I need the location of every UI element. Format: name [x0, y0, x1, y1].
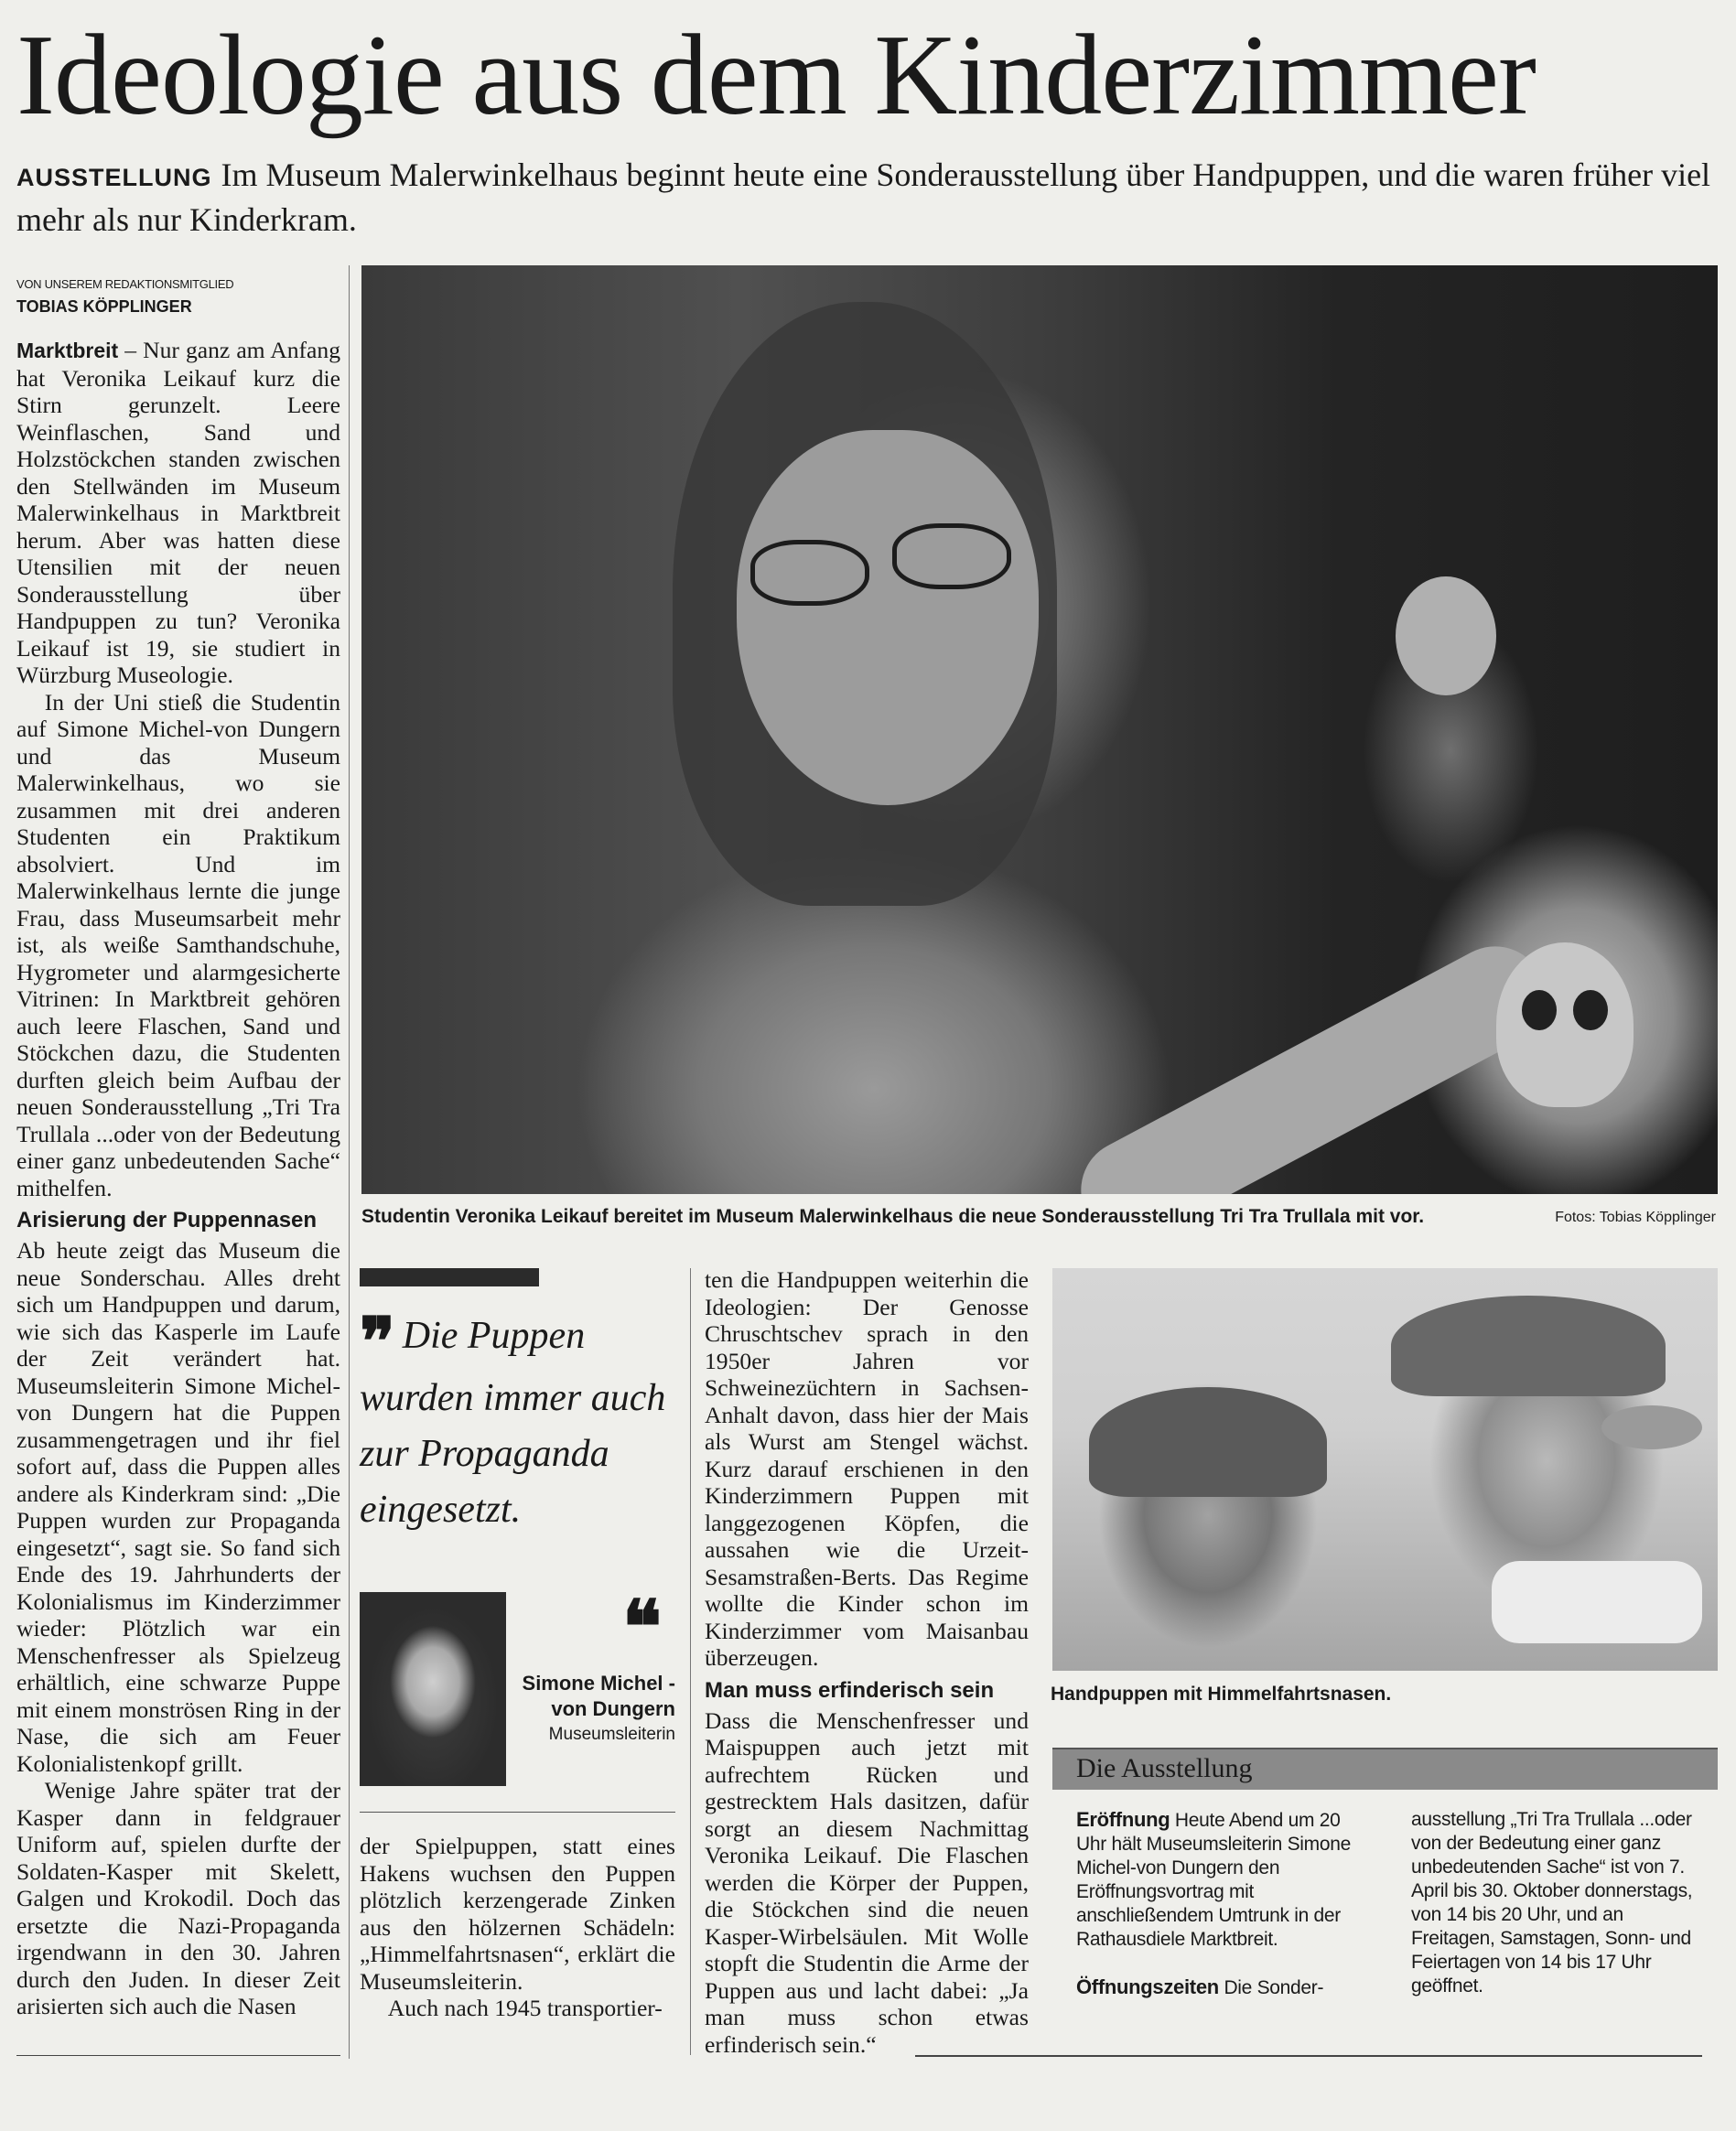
portrait-photo: [360, 1592, 506, 1786]
puppets-photo-caption: Handpuppen mit Himmelfahrtsnasen.: [1051, 1684, 1392, 1705]
glasses-lens: [750, 540, 869, 606]
bottom-rule: [16, 2055, 340, 2056]
paragraph: Wenige Jahre später trat der Kasper dann in feldgrauer Uniform auf, spielen durfte der Soldaten-Kasper mit Skelett, Galgen und Krokodil. Doch das ersetzte die Nazi-Propaganda irgendwann in den 30. Jahren durch den Juden. In dieser Zeit arisierten sich auch die Nasen: [16, 1777, 340, 2019]
main-photo-caption: Studentin Veronika Leikauf bereitet im Museum Malerwinkelhaus die neue Sonderausstellung Tri Tra Trullala mit vor.: [361, 1206, 1425, 1227]
subtitle: Arisierung der Puppennasen: [16, 1208, 318, 1232]
puppet-hat: [1391, 1296, 1666, 1396]
puppet-head: [1396, 576, 1496, 695]
bottom-rule: [915, 2055, 1702, 2057]
byline-label: VON UNSEREM REDAKTIONSMITGLIED: [16, 277, 234, 291]
infobox-column-1: [1076, 1808, 1369, 2000]
paragraph: Auch nach 1945 transportier-: [387, 1995, 663, 2021]
main-photo: [361, 265, 1718, 1194]
puppet-collar: [1492, 1561, 1702, 1643]
quote-author-role: Museumsleiterin: [548, 1725, 675, 1744]
info-opening: Eröffnung Heute Abend um 20 Uhr hält Museumsleiterin Simone Michel-von Dungern den Eröffnungsvortrag mit anschließendem Umtrunk in der Rathausdiele Marktbreit.: [1076, 1808, 1351, 1950]
column-divider: [349, 265, 350, 2059]
paragraph: Marktbreit – Nur ganz am Anfang hat Veronika Leikauf kurz die Stirn gerunzelt. Leere Weinflaschen, Sand und Holzstöckchen standen zwischen den Stellwänden im Museum Malerwinkelhaus in Marktbreit herum. Aber was hatten diese Utensilien mit der neuen Sonderausstellung über Handpuppen zu tun? Veronika Leikauf ist 19, sie studiert in Würzburg Museologie.: [16, 337, 340, 688]
puppets-photo: [1052, 1268, 1718, 1671]
skull-eye: [1522, 990, 1557, 1030]
paragraph: In der Uni stieß die Studentin auf Simone Michel-von Dungern und das Museum Malerwinkelhaus, wo sie zusammen mit drei anderen Studenten ein Praktikum absolviert. Und im Malerwinkelhaus lernte die junge Frau, dass Museumsarbeit mehr ist, als weiße Samthandschuhe, Hygrometer und alarmgesicherte Vitrinen: In Marktbreit gehören auch leere Flaschen, Sand und Stöckchen dazu, die Studenten durften gleich beim Aufbau der neuen Sonderausstellung „Tri Tra Trullala ...oder von der Bedeutung einer ganz unbedeutenden Sache“ mithelfen.: [16, 688, 340, 1201]
headline: Ideologie aus dem Kinderzimmer: [16, 12, 1536, 139]
infobox-column-2: ausstellung „Tri Tra Trullala ...oder von der Bedeutung einer ganz unbedeutenden Sache“ ist von 7. April bis 30. Oktober donnerstags, von 14 bis 20 Uhr, und an Freitagen, Samstagen, Sonn- und Feiertagen von 14 bis 17 Uhr geöffnet.: [1411, 1809, 1693, 1996]
quote-author-name: Simone Michel -von Dungern: [522, 1672, 675, 1720]
paragraph: ten die Handpuppen weiterhin die Ideologien: Der Genosse Chruschtschev sprach in den 1950er Jahren vor Schweinezüchtern in Sachsen-Anhalt davon, dass hier der Mais als Wurst am Stengel wächst. Kurz darauf erschienen in den Kinderzimmern Puppen mit langgezogenen Köpfen, die aussahen wie die Urzeit-Sesamstraßen-Berts. Das Regime wollte die Kinder schon im Kinderzimmer vom Maisanbau überzeugen.: [705, 1266, 1029, 1671]
photo-subject-arm: [1063, 929, 1563, 1194]
close-quote-mark: ❝: [622, 1588, 663, 1669]
article-column-1: [16, 337, 340, 2020]
column-divider: [690, 1268, 691, 2055]
subhead-kicker: AUSSTELLUNG: [16, 164, 212, 191]
paragraph: Dass die Menschenfresser und Maispuppen auch jetzt mit aufrechtem Rücken und gestrecktem Hals dasitzen, dafür sorgt an diesem Nachmittag Veronika Leikauf. Die Flaschen werden die Körper der Puppen, die Stöckchen sind die neuen Kasper-Wirbelsäulen. Mit Wolle stopft die Studentin die Arme der Puppen aus und lacht dabei: „Ja man muss schon etwas erfinderisch sein.“: [705, 1706, 1029, 2058]
skull-eye: [1573, 990, 1608, 1030]
infobox-title: Die Ausstellung: [1076, 1753, 1253, 1783]
skull-puppet: [1496, 942, 1634, 1107]
paragraph: der Spielpuppen, statt eines Hakens wuchsen den Puppen plötzlich kerzengerade Zinken aus den hölzernen Schädeln: „Himmelfahrtsnasen“, erklärt die Museumsleiterin.: [360, 1833, 675, 1995]
photo-credit: Fotos: Tobias Köpplinger: [1555, 1210, 1716, 1225]
divider: [360, 1812, 675, 1813]
photo-subject-face: [737, 430, 1039, 805]
info-hours: Öffnungszeiten Die Sonder-: [1076, 1975, 1324, 1998]
quote-bar: [360, 1268, 539, 1286]
open-quote-mark: ❞: [360, 1306, 395, 1379]
pull-quote: [360, 1308, 671, 1538]
byline-author: TOBIAS KÖPPLINGER: [16, 297, 192, 316]
article-column-3: [705, 1266, 1029, 2058]
dateline: Marktbreit: [16, 339, 119, 362]
subhead-text: Im Museum Malerwinkelhaus beginnt heute eine Sonderausstellung über Handpuppen, und die waren früher viel mehr als nur Kinderkram.: [16, 156, 1711, 238]
infobox-header: [1052, 1748, 1718, 1790]
pull-quote-text: Die Puppen wurden immer auch zur Propaganda eingesetzt.: [360, 1315, 666, 1531]
glasses-lens: [892, 523, 1011, 589]
puppet-nose: [1601, 1405, 1702, 1449]
subtitle: Man muss erfinderisch sein: [705, 1677, 995, 1703]
paragraph: Ab heute zeigt das Museum die neue Sonderschau. Alles dreht sich um Handpuppen und darum, wie sich das Kasperle im Laufe der Zeit verändert hat. Museumsleiterin Simone Michel-von Dungern hat die Puppen zusammengetragen und ihr fiel sofort auf, dass die Puppen alles andere als Kinderkram sind: „Die Puppen wurden zur Propaganda eingesetzt“, sagt sie. So fand sich Ende des 19. Jahrhunderts der Kolonialismus im Kinderzimmer wieder: Plötzlich war ein Menschenfresser als Spielzeug erhältlich, eine schwarze Puppe mit einem monströsen Ring in der Nase, die sich am Feuer Kolonialistenkopf grillt.: [16, 1237, 340, 1777]
puppet-hat: [1089, 1387, 1327, 1497]
subhead: [16, 154, 1719, 241]
article-column-2: [360, 1833, 675, 2022]
